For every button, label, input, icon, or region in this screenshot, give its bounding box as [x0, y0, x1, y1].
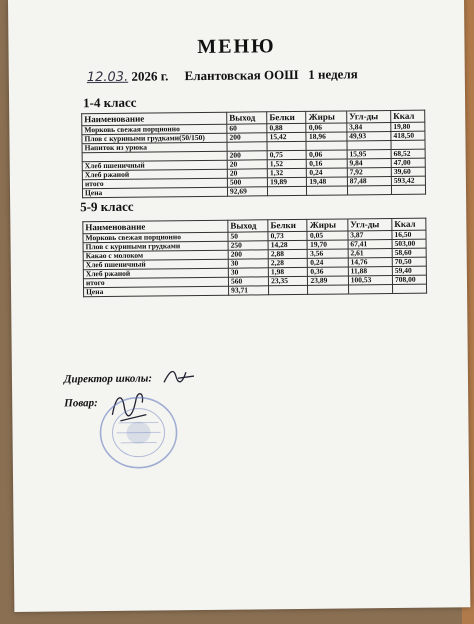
menu-table-5-9	[82, 218, 427, 298]
cell-name: Морковь свежая порционно	[82, 124, 227, 135]
cell-fat: 0,06	[306, 123, 346, 132]
cell-protein: 14,28	[268, 240, 307, 249]
col-protein: Белки	[267, 111, 306, 123]
cell-protein: 15,42	[267, 132, 306, 141]
section-title-5-9: 5-9 класс	[80, 198, 134, 215]
page-title: МЕНЮ	[197, 35, 276, 59]
cell-kcal: 68,52	[391, 149, 425, 158]
handwritten-date: 12.03.	[86, 69, 129, 86]
cell-carbs: 49,93	[347, 131, 391, 140]
week-label: 1 неделя	[308, 66, 358, 82]
cell-name: Напиток из урюка	[82, 142, 227, 153]
cell-kcal: 59,40	[392, 266, 426, 275]
cell-carbs: 2,61	[348, 248, 392, 257]
cell-carbs: 9,84	[347, 158, 391, 167]
cell-fat: 0,06	[307, 150, 347, 159]
cell-name: итого	[82, 178, 227, 189]
cell-out: 20	[227, 169, 267, 178]
cell-fat: 23,89	[308, 276, 348, 285]
cell-fat: 0,24	[307, 168, 347, 177]
cell-kcal: 418,50	[391, 131, 425, 140]
cell-name: Плов с куриными грудками	[83, 241, 228, 252]
cell-name: Хлеб пшеничный	[82, 160, 227, 171]
cell-out: 50	[228, 232, 268, 241]
cell-fat: 19,70	[308, 240, 348, 249]
cell-protein: 0,73	[268, 231, 307, 240]
cell-out: 93,71	[229, 286, 269, 295]
cell-kcal: 47,00	[391, 158, 425, 167]
col-name: Наименование	[83, 220, 228, 234]
cell-kcal: 70,50	[392, 257, 426, 266]
col-name: Наименование	[82, 112, 227, 126]
cell-name: Плов с куриными грудками(50/150)	[82, 133, 227, 144]
cell-out: 250	[228, 241, 268, 250]
cook-label: Повар:	[64, 397, 98, 410]
cell-kcal	[393, 284, 427, 293]
col-kcal: Ккал	[391, 110, 425, 122]
cell-out: 60	[227, 124, 267, 133]
cell-out: 500	[227, 178, 267, 187]
director-signature-icon	[160, 364, 200, 388]
cell-protein: 19,89	[268, 177, 307, 186]
cell-out: 560	[228, 277, 268, 286]
date-line	[87, 66, 358, 85]
date-year: 2026 г.	[131, 68, 169, 84]
cell-protein	[268, 186, 307, 195]
cell-protein	[269, 285, 308, 294]
cell-out: 200	[227, 151, 267, 160]
cell-carbs	[348, 284, 392, 293]
cell-fat: 0,16	[307, 159, 347, 168]
col-fat: Жиры	[307, 219, 347, 231]
cell-carbs: 3,84	[347, 122, 391, 131]
cell-name: Цена	[82, 187, 227, 198]
cell-kcal: 19,80	[391, 122, 425, 131]
cell-name: итого	[83, 277, 228, 288]
cell-protein: 1,32	[267, 168, 306, 177]
col-kcal: Ккал	[392, 218, 426, 230]
menu-sheet	[8, 0, 470, 612]
cell-fat: 0,24	[308, 258, 348, 267]
cell-kcal	[391, 185, 425, 194]
cell-kcal: 39,60	[391, 167, 425, 176]
cell-kcal: 503,00	[392, 239, 426, 248]
col-carbs: Угл-ды	[348, 218, 392, 230]
cell-carbs	[347, 185, 391, 194]
cell-protein: 1,52	[267, 159, 306, 168]
cell-protein: 2,28	[268, 258, 307, 267]
cell-fat: 18,96	[306, 132, 346, 141]
cell-fat: 0,36	[308, 267, 348, 276]
cell-protein: 1,98	[268, 267, 307, 276]
cell-out: 30	[228, 268, 268, 277]
col-fat: Жиры	[306, 111, 346, 123]
cell-fat	[307, 186, 347, 195]
cell-kcal: 16,50	[392, 230, 426, 239]
cell-out: 200	[228, 250, 268, 259]
col-carbs: Угл-ды	[346, 110, 390, 122]
cell-name: Хлеб ржаной	[82, 169, 227, 180]
cell-out: 200	[227, 133, 267, 142]
cell-name: Цена	[84, 286, 229, 297]
col-out: Выход	[227, 112, 267, 124]
cell-carbs: 67,41	[348, 239, 392, 248]
cell-fat: 3,56	[308, 249, 348, 258]
cell-fat: 19,48	[307, 177, 347, 186]
cell-out: 30	[228, 259, 268, 268]
cell-protein: 2,88	[268, 249, 307, 258]
col-out: Выход	[228, 220, 268, 232]
cell-carbs: 11,88	[348, 266, 392, 275]
cell-protein: 0,75	[267, 150, 306, 159]
section-title-1-4: 1-4 класс	[83, 94, 137, 111]
col-protein: Белки	[268, 219, 307, 231]
menu-table-1-4	[81, 110, 426, 199]
cell-protein: 0,88	[267, 123, 306, 132]
cell-carbs: 100,53	[348, 275, 392, 284]
cell-name: Морковь свежая порционно	[83, 232, 228, 243]
cell-out: 20	[227, 160, 267, 169]
school-stamp-icon	[96, 392, 181, 473]
cell-carbs: 7,92	[347, 167, 391, 176]
cell-name: Хлеб пшеничный	[83, 259, 228, 270]
cell-kcal: 58,60	[392, 248, 426, 257]
cell-kcal: 593,42	[391, 176, 425, 185]
cell-kcal: 708,00	[392, 275, 426, 284]
cell-fat	[308, 285, 348, 294]
cell-out: 92,69	[227, 187, 267, 196]
cell-carbs: 87,48	[347, 176, 391, 185]
cell-name: Какао с молоком	[83, 250, 228, 261]
school-name: Елантовская ООШ	[184, 66, 299, 84]
table-body-1-4	[82, 122, 426, 198]
cell-name: Хлеб ржаной	[83, 268, 228, 279]
cell-carbs: 14,76	[348, 257, 392, 266]
cell-carbs: 3,87	[348, 230, 392, 239]
cell-carbs: 15,95	[347, 149, 391, 158]
cell-protein: 23,35	[269, 276, 308, 285]
table-body-5-9	[83, 230, 427, 297]
cell-fat: 0,05	[307, 231, 347, 240]
director-label: Директор школы:	[63, 372, 153, 386]
